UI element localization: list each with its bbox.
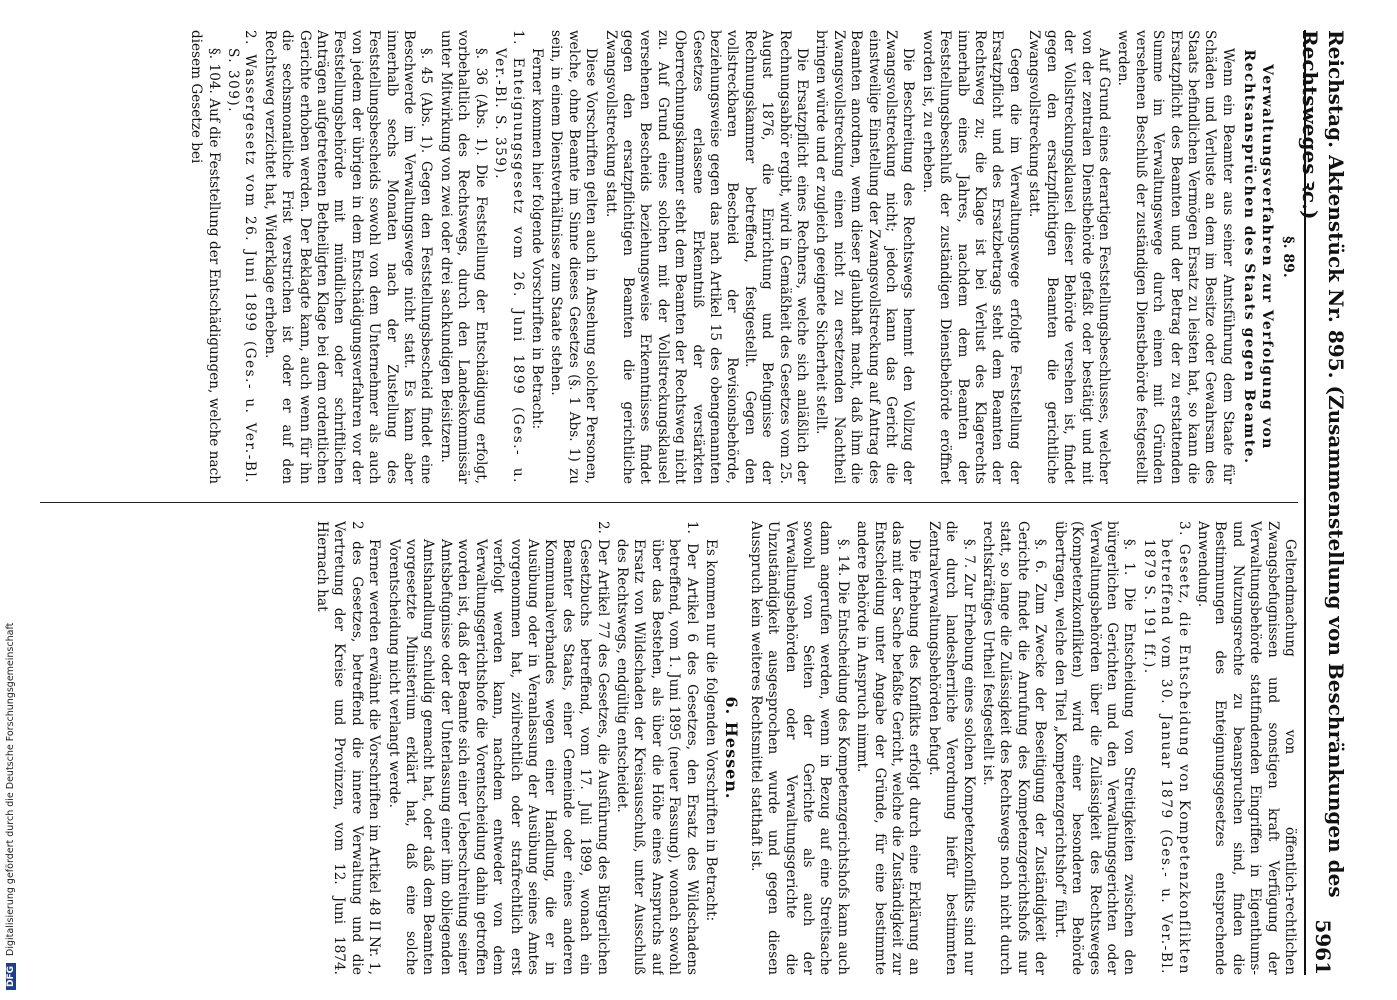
page-header [1298, 30, 1349, 975]
list-item: 2. Wassergesetz vom 26. Juni 1899 (Ges.- u. Ver.-Bl. S. 309). [225, 30, 259, 484]
closing-paragraph: Ferner werden erwähnt die Vorschriften im Artikel 48 II Nr. 1, 2 des Gesetzes, betreffend die innere Verwaltung und die Vertretung der Kreise und Provinzen, vom 12. Juni 1874. Hiernach hat [314, 521, 383, 975]
paragraph: Die Ersatzpflicht eines Rechners, welche sich anläßlich der Rechnungsabhör ergibt, wird in Gemäßheit des Gesetzes vom 25. August 1876, die Einrichtung und Befugnisse der Rechnungskammer betreffend, festgestellt. Gegen den vollstreckbaren Bescheid der Revisionsbehörde, beziehungsweise gegen das nach Artikel 15 des obengenannten Gesetzes erlassene Erkenntniß der verstärkten Oberrechnungskammer steht dem Beamten der Rechtsweg nicht zu. Auf Grund eines solchen mit der Vollstreckungsklausel versehenen Bescheids beziehungsweise Erkenntnisses findet gegen den ersatzpflichtigen Beamten die gerichtliche Zwangsvollstreckung statt. [602, 30, 811, 484]
list-item: §. 1. Die Entscheidung von Streitigkeiten zwischen den bürgerlichen Gerichten und den Verwaltungsgerichten oder Verwaltungsbehörden über die Zulässigkeit des Rechtsweges (Kompetenzkonflikten) wird einer besonderen Behörde übertragen, welche den Titel „Kompetenzgerichtshof“ führt. [1051, 521, 1138, 975]
list-item: §. 45 (Abs. 1). Gegen den Feststellungsbescheid findet eine Beschwerde im Verwaltungswege nicht statt. Es kann aber innerhalb sechs Monaten nach der Zustellung des Feststellungsbescheids sowohl von dem Unternehmer als auch von jedem der übrigen in dem Entschädigungsverfahren vor der Feststellungsbehörde mit mündlichen oder schriftlichen Anträgen aufgetretenen Betheiligten Klage bei dem ordentlichen Gerichte erhoben werden. Der Beklagte kann, auch wenn für ihn die sechsmonatliche Frist verstrichen ist oder er auf den Rechtsweg verzichtet hat, Widerklage erheben. [261, 30, 435, 484]
paragraph: Auf Grund eines derartigen Feststellungsbeschlusses, welcher von der zentralen Dienstbehörde gefaßt oder bestätigt und mit der Vollstreckungsklausel dieser Behörde versehen ist, findet gegen den ersatzpflichtigen Beamten die gerichtliche Zwangsvollstreckung statt. [1026, 30, 1112, 484]
list-item: §. 14. Die Entscheidung des Kompetenzgerichtshofs kann auch dann angerufen werden, wenn in Bezug auf eine Streitsache sowohl von Seiten der Gerichte als auch der Verwaltungsbehörden oder Verwaltungsgerichte die Unzuständigkeit ausgesprochen wurde und gegen diesen Ausspruch kein weiteres Rechtsmittel statthaft ist. [747, 521, 851, 975]
paragraph: Gegen die im Verwaltungswege erfolgte Feststellung der Ersatzpflicht und des Ersatzbetrags steht dem Beamten der Rechtsweg zu; die Klage ist bei Verlust des Klagerechts innerhalb eines Jahres, nachdem dem Beamten der Feststellungsbeschluß der zuständigen Dienstbehörde eröffnet worden ist, zu erheben. [919, 30, 1023, 484]
paragraph: Die Beschreitung des Rechtswegs hemmt den Vollzug der Zwangsvollstreckung nicht; jedoch kann das Gericht die einstweilige Einstellung der Zwangsvollstreckung auf Antrag des Beamten anordnen, wenn dieser glaubhaft macht, daß ihm die Zwangsvollstreckung einen nicht zu ersetzenden Nachtheil bringen würde und er zugleich geeignete Sicherheit stellt. [813, 30, 917, 484]
list-item: 1. Enteignungsgesetz vom 26. Juni 1899 (Ges.- u. Ver.-Bl. S. 359). [492, 30, 526, 484]
list-item: 3. Gesetz, die Entscheidung von Kompetenzkonflikten betreffend vom 30. Januar 1879 (Ges.- u. Ver.-Bl. 1879 S. 191 ff.). [1140, 521, 1192, 975]
subsection-title: 6. Hessen. [722, 696, 742, 800]
list-item: §. 36 (Abs. 1). Die Feststellung der Entschädigung erfolgt, vorbehaltlich des Rechtswegs, durch den Landeskommissär unter Mitwirkung von zwei oder drei sachkundigen Beisitzern. [437, 30, 489, 484]
list-item: 2. Der Artikel 77 des Gesetzes, die Ausführung des Bürgerlichen Gesetzbuchs betreffend, vom 17. Juli 1899, wonach ein Beamter des Staats, einer Gemeinde oder eines anderen Kommunalverbandes wegen einer Handlung, die er in Ausübung oder in Veranlassung der Ausübung seines Amtes vorgenommen hat, zivilrechtlich oder strafrechtlich erst verfolgt werden kann, nachdem entweder von dem Verwaltungsgerichtshofe die Vorentscheidung dahin getroffen worden ist, daß der Beamte sich einer Ueberschreitung seiner Amtsbefugnisse oder der Unterlassung einer ihm obliegenden Amtshandlung schuldig gemacht hat, oder daß dem Beamten vorgesetzte Ministerium erklärt hat, daß eine solche Vorentscheidung nicht verlangt werde. [385, 521, 611, 975]
header-title: Reichstag. Aktenstück Nr. 895. (Zusammenstellung von Beschränkungen des Rechtsweges ꝛc.) [1298, 30, 1349, 898]
right-column [40, 521, 1298, 975]
subsection-intro: Es kommen nur die folgenden Vorschriften in Betracht: [703, 539, 719, 922]
document-page [40, 30, 1349, 975]
digitization-note: Digitalisierung gefördert durch die Deutsche Forschungsgemeinschaft [5, 622, 16, 956]
paragraph: Wenn ein Beamter aus seiner Amtsführung dem Staate für Schäden und Verluste an dem im Besitze oder Gewahrsam des Staats befindlichen Vermögen Ersatz zu leisten hat, so kann die Ersatzpflicht des Beamten und der Betrag der zu erstattenden Summe im Verwaltungswege durch einen mit Gründen versehenen Beschluß der zuständigen Dienstbehörde festgestellt werden. [1115, 30, 1236, 484]
list-item: Die Erhebung des Konflikts erfolgt durch eine Erklärung an das mit der Sache befaßte Gericht, welche die Zuständigkeit zur Entscheidung unter Angabe der Gründe, für eine bestimmte andere Behörde in Anspruch nimmt. [854, 521, 923, 975]
list-item: §. 6. Zum Zwecke der Beseitigung der Zuständigkeit der Gerichte findet die Anrufung des Kompetenzgerichtshofs nur statt, so lange die Zulässigkeit des Rechtswegs noch nicht durch rechtskräftiges Urtheil festgestellt ist. [980, 521, 1049, 975]
list-item: §. 104. Auf die Feststellung der Entschädigungen, welche nach diesem Gesetze bei [188, 30, 222, 484]
paragraph: Geltendmachung von öffentlich-rechtlichen Zwangsbefugnissen und sonstigen kraft Verfügung der Verwaltungsbehörde stattfindenden Eingriffen in Eigenthums- und Nutzungsrechte zu beanspruchen sind, finden die Bestimmungen des Enteignungsgesetzes entsprechende Anwendung. [1194, 521, 1298, 975]
text-columns [40, 30, 1298, 975]
section-title: Verwaltungsverfahren zur Verfolgung von Rechtsansprüchen des Staats gegen Beamte. [1241, 49, 1275, 465]
paragraph: Diese Vorschriften gelten auch in Ansehung solcher Personen, welche, ohne Beamte im Sinne dieses Gesetzes (§. 1 Abs. 1) zu sein, in einem Dienstverhältnisse zum Staate stehen. [548, 30, 600, 484]
dfg-logo: DFG [6, 963, 16, 990]
list-item: 1. Der Artikel 6 des Gesetzes, den Ersatz des Wildschadens betreffend, vom 1. Juni 1895 (neuer Fassung), wonach sowohl über das Bestehen, als über die Höhe eines Anspruchs auf Ersatz von Wildschaden der Kreisausschuß, unter Ausschluß des Rechtswegs, endgültig entscheidet. [613, 521, 700, 975]
column-divider [40, 502, 1298, 503]
section-number: §. 89. [1280, 236, 1296, 278]
page-number: 5961 [1311, 919, 1335, 975]
left-column [40, 30, 1298, 484]
digitization-credit [5, 623, 16, 990]
intro-line: Ferner kommen hier folgende Vorschriften in Betracht: [528, 48, 545, 430]
list-item: §. 7. Zur Erhebung eines solchen Kompetenzkonflikts sind nur die durch landesherrliche Verordnung hiefür bestimmten Zentralverwaltungsbehörden befugt. [925, 521, 977, 975]
